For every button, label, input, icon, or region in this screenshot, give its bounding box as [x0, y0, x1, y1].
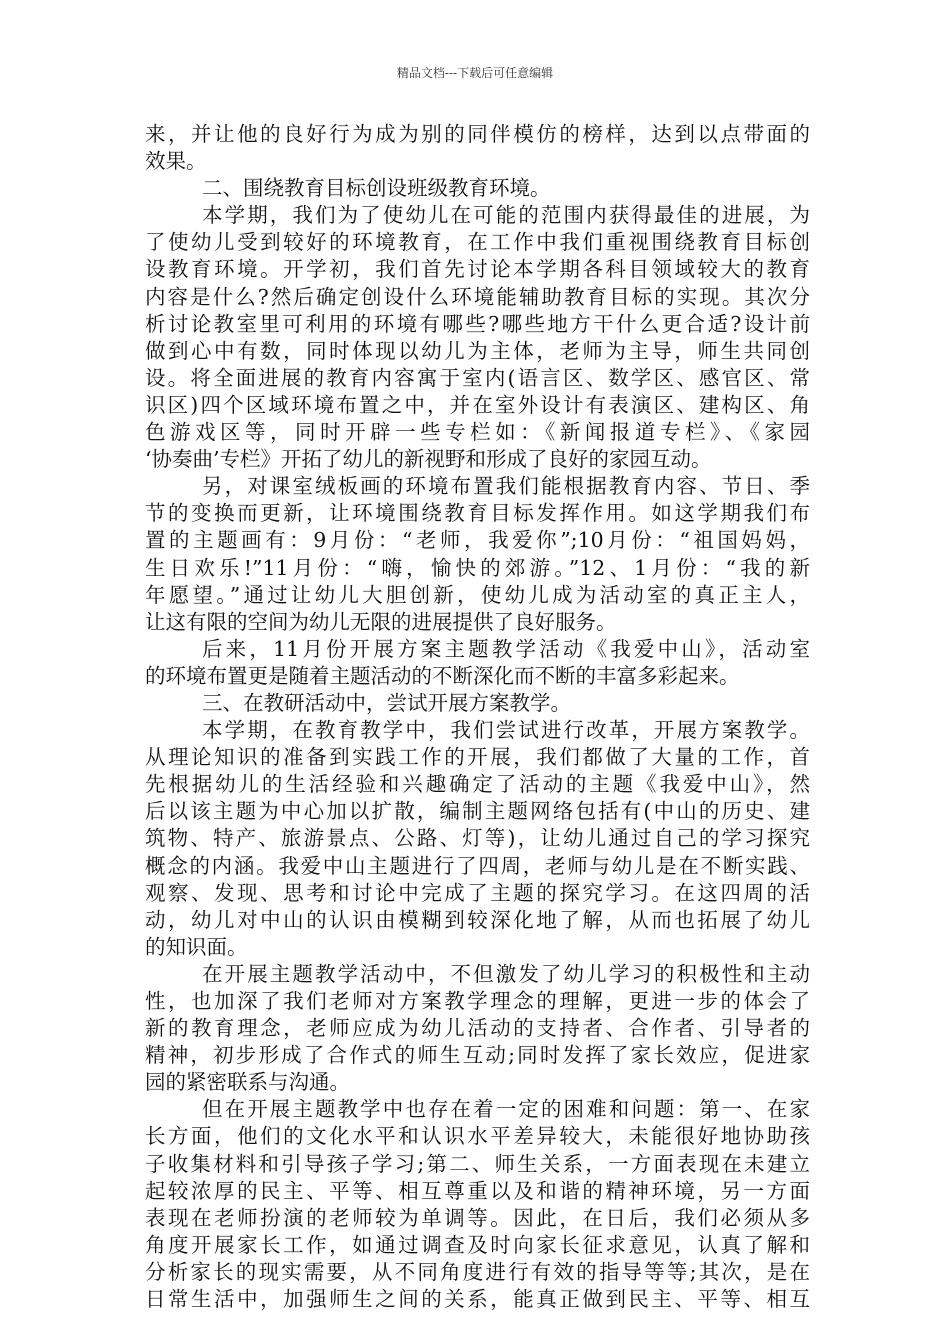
text-line: 生日欢乐!”11月份：“嗨，愉快的郊游。”12、1月份：“我的新 — [145, 555, 810, 580]
text-line: 动，幼儿对中山的认识由模糊到较深化地了解，从而也拓展了幼儿 — [145, 907, 810, 932]
text-line: 本学期，在教育教学中，我们尝试进行改革，开展方案教学。 — [202, 718, 810, 743]
text-line: 观察、发现、思考和讨论中完成了主题的探究学习。在这四周的活 — [145, 880, 810, 905]
text-line: 析讨论教室里可利用的环境有哪些?哪些地方干什么更合适?设计前 — [145, 311, 810, 336]
text-line: 设。将全面进展的教育内容寓于室内(语言区、数学区、感官区、常 — [145, 365, 810, 390]
text-line: 后来，11月份开展方案主题教学活动《我爱中山》，活动室 — [202, 636, 810, 661]
text-line: 子收集材料和引导孩子学习;第二、师生关系，一方面表现在未建立 — [145, 1151, 810, 1176]
text-line: 园的紧密联系与沟通。 — [145, 1070, 350, 1095]
page-header: 精品文档---下载后可任意编辑 — [396, 66, 554, 80]
text-line: ‘协奏曲’专栏》开拓了幼儿的新视野和形成了良好的家园互动。 — [145, 447, 712, 472]
text-line: 从理论知识的准备到实践工作的开展，我们都做了大量的工作，首 — [145, 745, 810, 770]
text-line: 年愿望。”通过让幼儿大胆创新，使幼儿成为活动室的真正主人， — [145, 582, 810, 607]
text-line: 性，也加深了我们老师对方案教学理念的理解，更进一步的体会了 — [145, 989, 810, 1013]
text-line: 先根据幼儿的生活经验和兴趣确定了活动的主题《我爱中山》，然 — [145, 772, 810, 797]
text-line: 置的主题画有：9月份：“老师，我爱你”;10月份：“祖国妈妈， — [145, 528, 810, 553]
text-line: 效果。 — [145, 149, 207, 174]
text-line: 设教育环境。开学初，我们首先讨论本学期各科目领域较大的教育 — [145, 257, 810, 282]
text-line: 表现在老师扮演的老师较为单调等。因此，在日后，我们必须从多 — [145, 1205, 810, 1230]
text-line: 在开展主题教学活动中，不但激发了幼儿学习的积极性和主动 — [202, 961, 810, 986]
text-line: 起较浓厚的民主、平等、相互尊重以及和谐的精神环境，另一方面 — [145, 1178, 810, 1203]
text-line: 的知识面。 — [145, 934, 248, 959]
text-line: 内容是什么?然后确定创设什么环境能辅助教育目标的实现。其次分 — [145, 284, 810, 309]
text-line: 分析家长的现实需要，从不同角度进行有效的指导等等;其次，是在 — [145, 1259, 810, 1284]
text-line: 但在开展主题教学中也存在着一定的困难和问题：第一、在家 — [202, 1097, 810, 1122]
text-line: 色游戏区等，同时开辟一些专栏如：《新闻报道专栏》、《家园 — [145, 420, 810, 445]
text-line: 后以该主题为中心加以扩散，编制主题网络包括有(中山的历史、建 — [145, 799, 810, 824]
text-line: 做到心中有数，同时体现以幼儿为主体，老师为主导，师生共同创 — [145, 338, 810, 363]
text-line: 长方面，他们的文化水平和认识水平差异较大，未能很好地协助孩 — [145, 1124, 810, 1149]
text-line: 了使幼儿受到较好的环境教育，在工作中我们重视围绕教育目标创 — [145, 230, 810, 255]
text-line: 让这有限的空间为幼儿无限的进展提供了良好服务。 — [145, 609, 617, 634]
text-line: 角度开展家长工作，如通过调查及时向家长征求意见，认真了解和 — [145, 1232, 810, 1257]
text-line: 本学期，我们为了使幼儿在可能的范围内获得最佳的进展，为 — [202, 203, 810, 228]
text-line: 精神，初步形成了合作式的师生互动;同时发挥了家长效应，促进家 — [145, 1043, 810, 1068]
text-line: 节的变换而更新，让环境围绕教育目标发挥作用。如这学期我们布 — [145, 501, 810, 526]
text-line: 识区)四个区域环境布置之中，并在室外设计有表演区、建构区、角 — [145, 392, 810, 417]
text-line: 另，对课室绒板画的环境布置我们能根据教育内容、节日、季 — [202, 474, 810, 499]
text-line: 的环境布置更是随着主题活动的不断深化而不断的丰富多彩起来。 — [145, 663, 740, 688]
text-line: 筑物、特产、旅游景点、公路、灯等)，让幼儿通过自己的学习探究 — [145, 826, 810, 851]
text-line: 日常生活中，加强师生之间的关系，能真正做到民主、平等、相互 — [145, 1287, 810, 1312]
text-line: 来，并让他的良好行为成为别的同伴模仿的榜样，达到以点带面的 — [145, 122, 810, 146]
text-line: 新的教育理念，老师应成为幼儿活动的支持者、合作者、引导者的 — [145, 1016, 810, 1041]
text-line: 概念的内涵。我爱中山主题进行了四周，老师与幼儿是在不断实践、 — [145, 853, 810, 878]
text-line: 二、围绕教育目标创设班级教育环境。 — [202, 176, 551, 201]
text-line: 三、在教研活动中，尝试开展方案教学。 — [202, 690, 571, 715]
document-body — [145, 121, 810, 1313]
